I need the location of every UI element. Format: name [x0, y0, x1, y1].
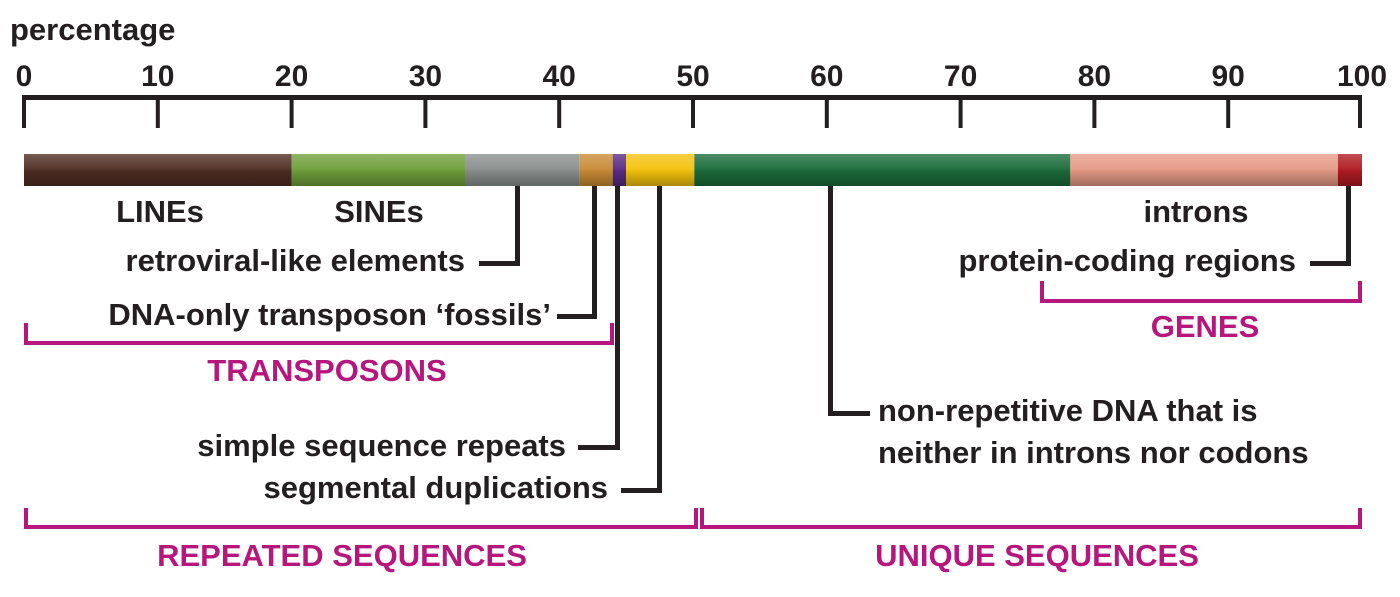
unique-bracket [700, 508, 1362, 529]
nonrep-label-line1: non-repetitive DNA that is [878, 393, 1258, 428]
axis-tick-label: 60 [810, 60, 844, 93]
axis-tick [156, 95, 160, 128]
introns-label: introns [1143, 194, 1249, 229]
retroviral-leader [515, 186, 520, 266]
repeated-sequences-label: REPEATED SEQUENCES [157, 538, 527, 573]
axis-tick-label: 10 [141, 60, 175, 93]
genes-label: GENES [1150, 309, 1260, 344]
nonrep-label-line2: neither in introns nor codons [878, 435, 1309, 470]
dna-only-leader [592, 186, 597, 319]
axis-tick [557, 95, 561, 128]
axis-title: percentage [10, 12, 176, 47]
axis-tick [1226, 95, 1230, 128]
segmental-leader [657, 186, 662, 493]
repeated-bracket [24, 508, 698, 529]
simple-repeats-leader-h [578, 445, 620, 450]
axis-tick-label: 100 [1336, 60, 1388, 93]
nonrep-leader-h [828, 411, 870, 416]
axis-tick [959, 95, 963, 128]
dna-only-label: DNA-only transposon ‘fossils’ [108, 297, 551, 332]
dna-only-leader-h [557, 314, 597, 319]
percentage-axis [16, 60, 1387, 128]
axis-tick-label: 20 [274, 60, 309, 93]
axis-tick-label: 40 [542, 60, 576, 93]
axis-tick-label: 50 [676, 60, 710, 93]
axis-tick [1092, 95, 1096, 128]
axis-tick [691, 95, 695, 128]
axis-tick [290, 95, 294, 128]
axis-tick [22, 95, 26, 128]
simple-repeats-label: simple sequence repeats [197, 428, 566, 463]
axis-tick-label: 90 [1211, 60, 1245, 93]
unique-sequences-label: UNIQUE SEQUENCES [875, 538, 1199, 573]
retroviral-label: retroviral-like elements [125, 243, 465, 278]
sines-label: SINEs [334, 194, 424, 229]
lines-label: LINEs [116, 194, 204, 229]
axis-tick-label: 80 [1077, 60, 1112, 93]
segmental-leader-h [621, 488, 662, 493]
axis-tick-label: 70 [943, 60, 978, 93]
transposons-label: TRANSPOSONS [207, 353, 447, 388]
protein-coding-label: protein-coding regions [958, 243, 1296, 278]
protein-coding-leader-h [1310, 261, 1351, 266]
bar-shading [24, 154, 1362, 186]
axis-tick-label: 30 [408, 60, 443, 93]
axis-tick [825, 95, 829, 128]
retroviral-leader-h [479, 261, 520, 266]
axis-tick [1358, 95, 1362, 128]
protein-coding-leader [1346, 186, 1351, 266]
genes-bracket [1040, 281, 1362, 303]
nonrep-leader [828, 186, 833, 416]
segmental-label: segmental duplications [263, 470, 608, 505]
simple-repeats-leader [615, 186, 620, 450]
axis-tick-label: 0 [15, 60, 33, 93]
axis-tick [423, 95, 427, 128]
